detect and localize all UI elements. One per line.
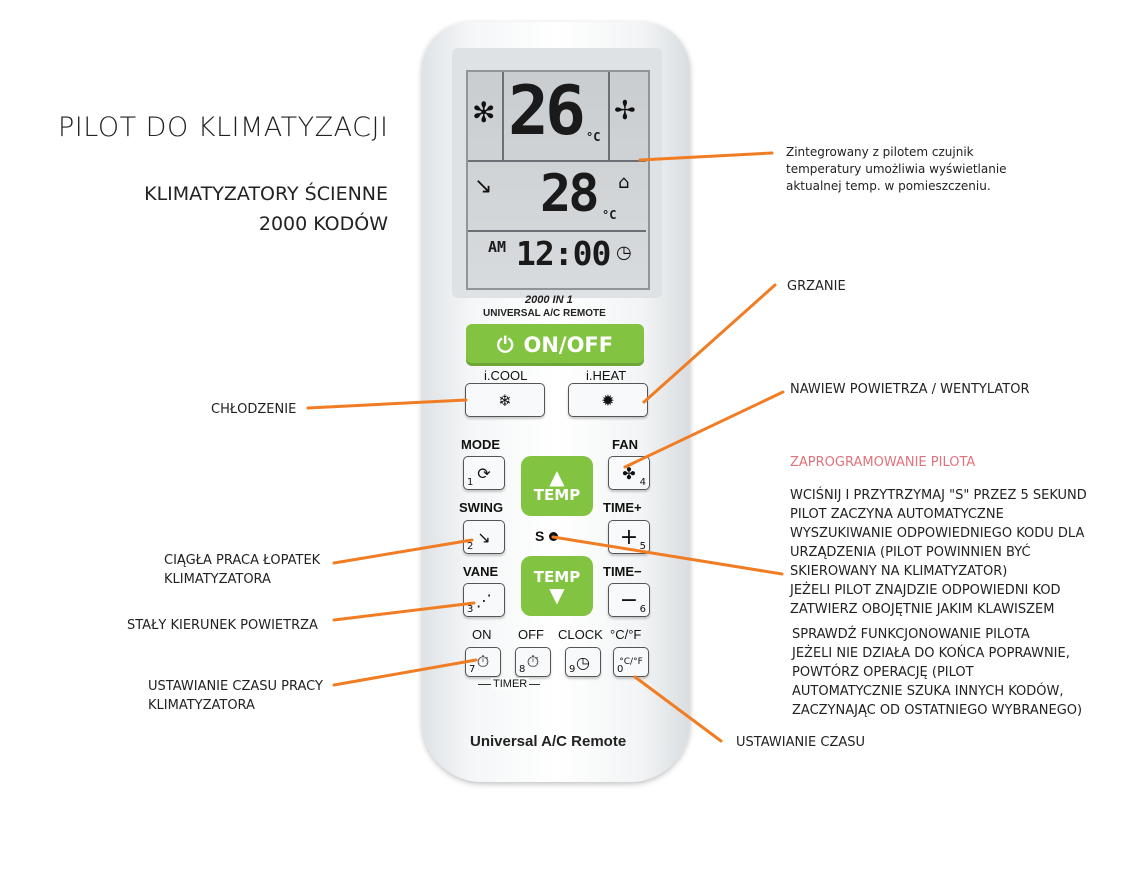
lcd-unit-top: °C xyxy=(586,130,601,144)
heating-line xyxy=(644,285,775,402)
model-line1: 2000 IN 1 xyxy=(525,294,573,306)
snowflake-icon: ❄ xyxy=(498,390,512,410)
sensor-line xyxy=(640,153,772,160)
iheat-label: i.HEAT xyxy=(586,368,627,383)
s-key-label: S xyxy=(535,528,545,544)
icool-label: i.COOL xyxy=(484,368,528,383)
time-plus-button[interactable]: + 5 xyxy=(608,520,650,554)
mode-label: MODE xyxy=(461,437,500,452)
clock-label: CLOCK xyxy=(558,627,603,642)
timer-callout-label: USTAWIANIE CZASU PRACY KLIMATYZATORA xyxy=(148,679,323,713)
brand-label: Universal A/C Remote xyxy=(470,733,627,750)
programming-heading: ZAPROGRAMOWANIE PILOTA xyxy=(790,455,976,470)
vane-button[interactable]: ⋰ 3 xyxy=(463,583,505,617)
clock-button[interactable]: ◷ 9 xyxy=(565,647,601,677)
subtitle-line1: KLIMATYZATORY ŚCIENNE xyxy=(144,183,388,205)
lcd-room-temp: 28 xyxy=(540,164,597,224)
cooling-line xyxy=(308,400,466,408)
timer-off-button[interactable]: ⏱ 8 xyxy=(515,647,551,677)
sun-icon: ✹ xyxy=(601,390,615,410)
minus-icon: − xyxy=(619,587,639,613)
time-minus-button[interactable]: − 6 xyxy=(608,583,650,617)
fan-icon: ✤ xyxy=(622,463,636,483)
arrow-down-icon: ▼ xyxy=(549,583,565,607)
page-title: PILOT DO KLIMATYZACJI xyxy=(58,112,389,143)
lcd-set-temp: 26 xyxy=(508,72,582,151)
swing-icon: ↘ xyxy=(474,174,493,199)
time-minus-label: TIME− xyxy=(603,564,642,579)
check-instructions: SPRAWDŹ FUNKCJONOWANIE PILOTA JEŻELI NIE DZIAŁA DO KOŃCA POPRAWNIE, POWTÓRZ OPERACJĘ (PILOT AUTOMATYCZNIE SZUKA INNYCH KODÓW, ZACZYNAJĄC OD OSTATNIEGO WYBRANEGO) xyxy=(792,627,1083,718)
vane-label: VANE xyxy=(463,564,499,579)
fan-icon: ✢ xyxy=(614,96,636,126)
swing-line xyxy=(334,540,472,563)
timer-icon: ⏱ xyxy=(526,652,540,671)
timer-icon: ⏱ xyxy=(476,652,490,671)
timer-on-button[interactable]: ⏱ 7 xyxy=(465,647,501,677)
vane-callout-label: STAŁY KIERUNEK POWIETRZA xyxy=(127,618,318,633)
heating-label: GRZANIE xyxy=(787,279,846,294)
clock-icon: ◷ xyxy=(576,652,590,672)
s-key-line xyxy=(553,537,782,574)
fan-button[interactable]: ✤ 4 xyxy=(608,456,650,490)
lcd-unit-bottom: °C xyxy=(602,208,617,222)
temp-up-label: TEMP xyxy=(533,486,581,504)
vane-icon: ⋰ xyxy=(476,590,492,610)
model-line2: UNIVERSAL A/C REMOTE xyxy=(483,308,606,319)
time-plus-label: TIME+ xyxy=(603,500,642,515)
arrow-up-icon: ▲ xyxy=(549,465,565,489)
fan-callout-label: NAWIEW POWIETRZA / WENTYLATOR xyxy=(790,382,1030,397)
vane-line xyxy=(334,603,474,620)
cooling-label: CHŁODZENIE xyxy=(211,402,297,417)
off-label: OFF xyxy=(518,627,544,642)
swing-button[interactable]: ↘ 2 xyxy=(463,520,505,554)
fan-label: FAN xyxy=(612,437,638,452)
swing-label: SWING xyxy=(459,500,504,515)
sensor-label: Zintegrowany z pilotem czujnik temperatury umożliwia wyświetlanie aktualnej temp. w pomieszczeniu. xyxy=(786,145,1007,193)
cf-button[interactable]: °C/°F 0 xyxy=(613,647,649,677)
home-thermometer-icon: ⌂ xyxy=(618,172,630,193)
clock-line xyxy=(635,677,721,741)
onoff-label: ON/OFF xyxy=(523,333,614,357)
clock-icon: ◷ xyxy=(616,242,632,263)
swing-callout-label: CIĄGŁA PRACA ŁOPATEK KLIMATYZATORA xyxy=(164,553,321,587)
cycle-icon: ⟳ xyxy=(477,463,491,483)
clock-callout-label: USTAWIANIE CZASU xyxy=(736,735,866,750)
mode-button[interactable]: ⟳ 1 xyxy=(463,456,505,490)
snowflake-icon: ✻ xyxy=(472,96,496,129)
temp-down-label: TEMP xyxy=(533,568,581,586)
timer-line xyxy=(334,660,476,685)
cf-label: °C/°F xyxy=(610,627,642,642)
power-icon: ⏻ xyxy=(496,332,514,357)
lcd-ampm: AM xyxy=(488,238,507,256)
fan-line xyxy=(625,392,783,467)
subtitle-line2: 2000 KODÓW xyxy=(258,213,388,235)
swing-icon: ↘ xyxy=(477,527,491,547)
programming-instructions: WCIŚNIJ I PRZYTRZYMAJ "S" PRZEZ 5 SEKUND PILOT ZACZYNA AUTOMATYCZNE WYSZUKIWANIE ODPOWIEDNIEGO KODU DLA URZĄDZENIA (PILOT POWINNIEN BYĆ SKIEROWANY NA KLIMATYZATOR) JEŻELI PILOT ZNAJDZIE ODPOWIEDNI KOD ZATWIERZ OBOJĘTNIE JAKIM KLAWISZEM xyxy=(790,488,1087,617)
timer-label: TIMER xyxy=(493,678,528,690)
lcd-time: 12:00 xyxy=(516,234,611,273)
plus-icon: + xyxy=(619,524,639,550)
on-label: ON xyxy=(472,627,492,642)
cf-key-label: °C/°F xyxy=(619,657,643,667)
